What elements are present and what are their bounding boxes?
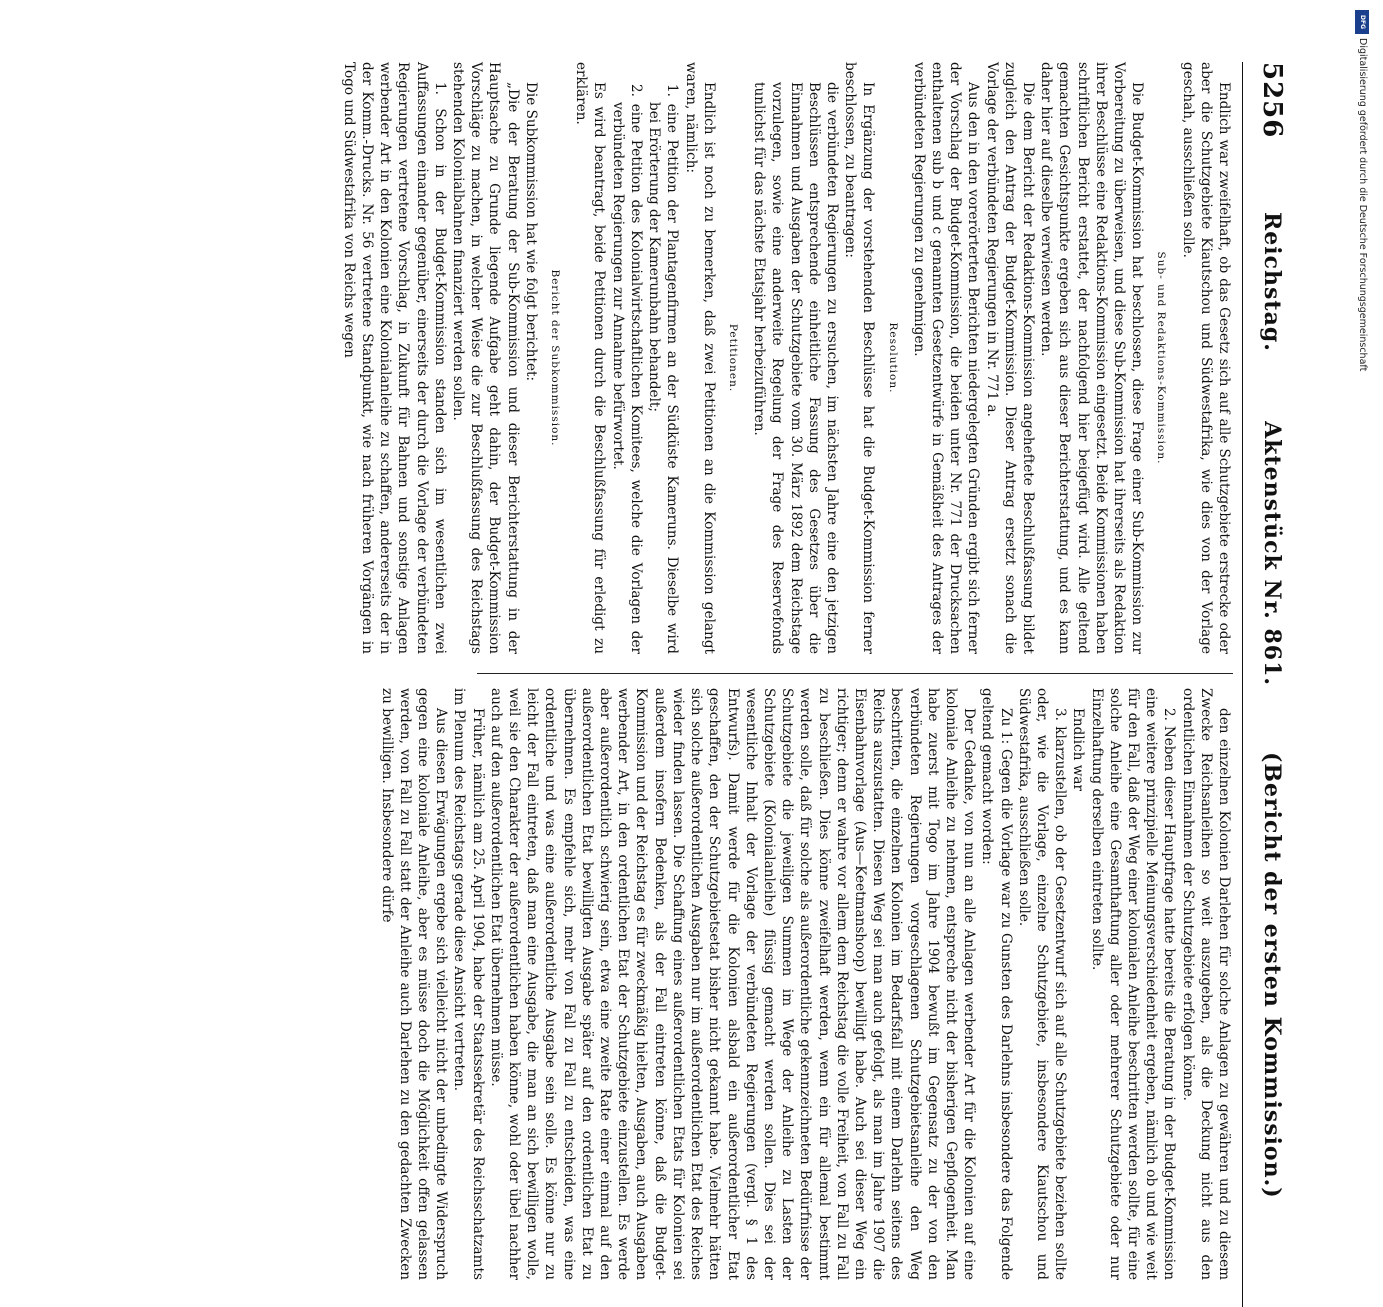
paragraph: Zu 1: Gegen die Vorlage war zu Gunsten des Darlehns insbesondere das Folgende geltend gemacht worden: bbox=[979, 688, 1014, 1280]
page-number: 5256 bbox=[1257, 62, 1287, 139]
paragraph: „Die der Beratung der Sub-Kommission und dieser Berichterstattung in der Hauptsache zu Grunde liegende Aufgabe geht dahin, der Budget-Kommission Vorschläge zu machen, in welcher Weise die zur Beschlußfassung des Reichstags stehenden Kolonialbahnen finanziert werden sollen. bbox=[450, 62, 521, 654]
paragraph: In Ergänzung der vorstehenden Beschlüsse hat die Budget-Kommission ferner beschlossen, zu beantragen: bbox=[842, 62, 877, 654]
column-divider bbox=[477, 673, 1233, 674]
page-header bbox=[1242, 62, 1293, 1307]
paragraph: Endlich ist noch zu bemerken, daß zwei Petitionen an die Kommission gelangt waren, nämlich: bbox=[682, 62, 717, 654]
paragraph: Die dem Bericht der Redaktions-Kommission angeheftete Beschlußfassung bildet zugleich den Antrag der Budget-Kommission. Dieser Antrag ersetzt sonach die Vorlage der verbündeten Regierungen in Nr. 771 a. bbox=[983, 62, 1036, 654]
text-column-left bbox=[340, 62, 1233, 654]
digitization-credit-text: Digitalisierung gefördert durch die Deutsche Forschungsgemeinschaft bbox=[1357, 38, 1368, 372]
paragraph: Die Budget-Kommission hat beschlossen, diese Frage einer Sub-Kommission zur Vorbereitung zu überweisen, und diese Sub-Kommission hat ihrerseits als Redaktion ihrer Beschlüsse eine Redaktions-Kommission eingesetzt. Beide Kommissionen haben schriftlichen Bericht erstattet, der nachfolgend hier beigefügt wird. Alle geltend gemachten Gesichtspunkte ergeben sich aus dieser Berichterstattung, und es kann daher hier auf dieselbe verwiesen werden. bbox=[1038, 62, 1146, 654]
paragraph: die verbündeten Regierungen zu ersuchen, im nächsten Jahre eine den jetzigen Beschlüssen entsprechende einheitliche Fassung des Gesetzes über die Einnahmen und Ausgaben der Schutzgebiete vom 30. März 1892 dem Reichstage vorzulegen, sowie eine anderweite Regelung der Frage des Reservefonds tunlichst für das nächste Etatsjahr herbeizuführen. bbox=[751, 82, 840, 654]
running-title-aktenstueck: Aktenstück Nr. 861. bbox=[1259, 421, 1285, 687]
digitization-credit bbox=[1355, 10, 1375, 870]
running-title-document bbox=[1259, 212, 1285, 686]
text-column-right bbox=[378, 688, 1233, 1280]
section-heading: Sub- und Redaktions-Kommission. bbox=[1155, 251, 1168, 465]
running-title-reichstag: Reichstag. bbox=[1259, 212, 1285, 352]
section-heading: Bericht der Subkommission. bbox=[549, 269, 562, 447]
paragraph: Aus diesen Erwägungen ergebe sich vielleicht nicht der unbedingte Widerspruch gegen eine koloniale Anleihe, aber es müsse doch die Möglichkeit offen gelassen werden, von Fall zu Fall statt der Anleihe auch Darlehen zu den gedachten Zwecken zu bewilligen. Insbesondere dürfe bbox=[378, 688, 450, 1280]
paragraph: 1. Schon in der Budget-Kommission standen sich im wesentlichen zwei Auffassungen einander gegenüber, einerseits der durch die Vorlage der verbündeten Regierungen vertretene Vorschlag, in Zukunft für Bahnen und sonstige Anlagen werbender Art in den Kolonien eine Kolonialanleihe zu schaffen, andererseits der in der Komm.-Drucks. Nr. 56 vertretene Standpunkt, wie nach früheren Vorgängen in Togo und Südwestafrika von Reichs wegen bbox=[340, 62, 448, 654]
paragraph: Es wird beantragt, beide Petitionen durch die Beschlußfassung für erledigt zu erklären. bbox=[573, 62, 608, 654]
paragraph: Die Subkommission hat wie folgt berichtet: bbox=[522, 82, 539, 382]
paragraph: Früher, nämlich am 25. April 1904, habe der Staatssekretär des Reichsschatzamts im Plenum des Reichstags gerade diese Ansicht vertreten. bbox=[451, 688, 486, 1280]
paragraph: den einzelnen Kolonien Darlehen für solche Anlagen zu gewähren und zu diesem Zwecke Reichsanleihen so weit auszugeben, als die Deckung nicht aus den ordentlichen Einnahmen der Schutzgebiete erfolgen könne. bbox=[1179, 688, 1232, 1280]
paragraph: Endlich war bbox=[1070, 708, 1087, 792]
paragraph: 2. Neben dieser Hauptfrage hatte bereits die Beratung in der Budget-Kommission eine weitere prinzipielle Meinungsverschiedenheit ergeben, nämlich ob und wie weit für den Fall, daß der Weg einer kolonialen Anleihe beschritten werden sollte, für eine solche Anleihe eine Gesamthaftung aller oder mehrerer Schutzgebiete oder nur Einzelhaftung derselben eintreten sollte. bbox=[1088, 688, 1178, 1280]
paragraph: Endlich war zweifelhaft, ob das Gesetz sich auf alle Schutzgebiete erstrecke oder aber die Schutzgebiete Kiautschou und Südwestafrika, wie dies von der Vorlage geschah, ausschließen solle. bbox=[1179, 62, 1232, 654]
list-item: 2. eine Petition des Kolonialwirtschaftlichen Komitees, welche die Vorlagen der verbündeten Regierungen zur Annahme befürwortet. bbox=[609, 84, 644, 654]
section-heading: Petitionen. bbox=[726, 323, 739, 393]
dfg-logo: DFG bbox=[1355, 10, 1369, 34]
running-title-report: (Bericht der ersten Kommission.) bbox=[1259, 752, 1285, 1199]
list-item: 1. eine Petition der Plantagenfirmen an der Südküste Kameruns. Dieselbe wird bei Erörterung der Kamerunbahn behandelt; bbox=[646, 84, 681, 654]
paragraph: Aus den in den vorerörterten Berichten niedergelegten Gründen ergibt sich ferner der Vorschlag der Budget-Kommission, die beiden unter Nr. 771 der Drucksachen enthaltenen sub b und c genannten Gesetzentwürfe in Gemäßheit des Antrages der verbündeten Regierungen zu genehmigen. bbox=[910, 62, 982, 654]
section-heading: Resolution. bbox=[886, 322, 899, 394]
paragraph: 3. klarzustellen, ob der Gesetzentwurf sich auf alle Schutzgebiete beziehen sollte oder, wie die Vorlage, einzelne Schutzgebiete, insbesondere Kiautschou und Südwestafrika, ausschließen solle. bbox=[1015, 688, 1069, 1280]
paragraph: Der Gedanke, von nun an alle Anlagen werbender Art für die Kolonien auf eine koloniale Anleihe zu nehmen, entspreche nicht der bisherigen Gepflogenheit. Man habe zuerst mit Togo im Jahre 1904 bewußt im Gegensatz zu der von den verbündeten Regierungen vorgeschlagenen Schutzgebietsanleihe den Weg beschritten, die einzelnen Kolonien im Bedarfsfall mit einem Darlehn seitens des Reichs auszustatten. Diesen Weg sei man auch gefolgt, als man im Jahre 1907 die Eisenbahnvorlage (Aus—Keetmanshoop) bewilligt habe. Auch sei dieser Weg ein richtiger; denn er wahre vor allem dem Reichstag die volle Freiheit, von Fall zu Fall zu beschließen. Dies könne zweifelhaft werden, wenn ein für allemal bestimmt werden solle, daß für solche als außerordentliche gekennzeichneten Bedürfnisse der Schutzgebiete die jeweiligen Summen im Wege der Anleihe zu Lasten der Schutzgebiete (Kolonialanleihe) flüssig gemacht werden sollen. Dies sei der wesentliche Inhalt der Vorlage der verbündeten Regierungen (vergl. § 1 des Entwurfs). Damit werde für die Kolonien alsbald ein außerordentlicher Etat geschaffen, den der Schutzgebietsetat bisher nicht gekannt habe. Vielmehr hätten sich solche außerordentlichen Ausgaben nur im außerordentlichen Etat des Reiches wieder finden lassen. Die Schaffung eines außerordentlichen Etats für Kolonien sei außerdem insofern Bedenken, als der Fall eintreten könne, daß die Budget-Kommission und der Reichstag es für zweckmäßig hielten, Ausgaben, auch Ausgaben werbender Art, in den ordentlichen Etat der Schutzgebiete einzustellen. Es werde aber außerordentlich schwierig sein, etwa eine zweite Rate einer einmal auf den außerordentlichen Etat bewilligten Ausgabe später auf den ordentlichen Etat zu übernehmen. Es empfehle sich, mehr von Fall zu Fall zu entscheiden, was eine ordentliche und was eine außerordentliche Ausgabe sein solle. Es könne nur zu leicht der Fall eintreten, daß man eine Ausgabe, die man an sich bewilligen wolle, weil sie den Charakter der außerordentlichen haben könne, wohl oder übel nachher auch auf den außerordentlichen Etat übernehmen müsse. bbox=[487, 688, 978, 1280]
